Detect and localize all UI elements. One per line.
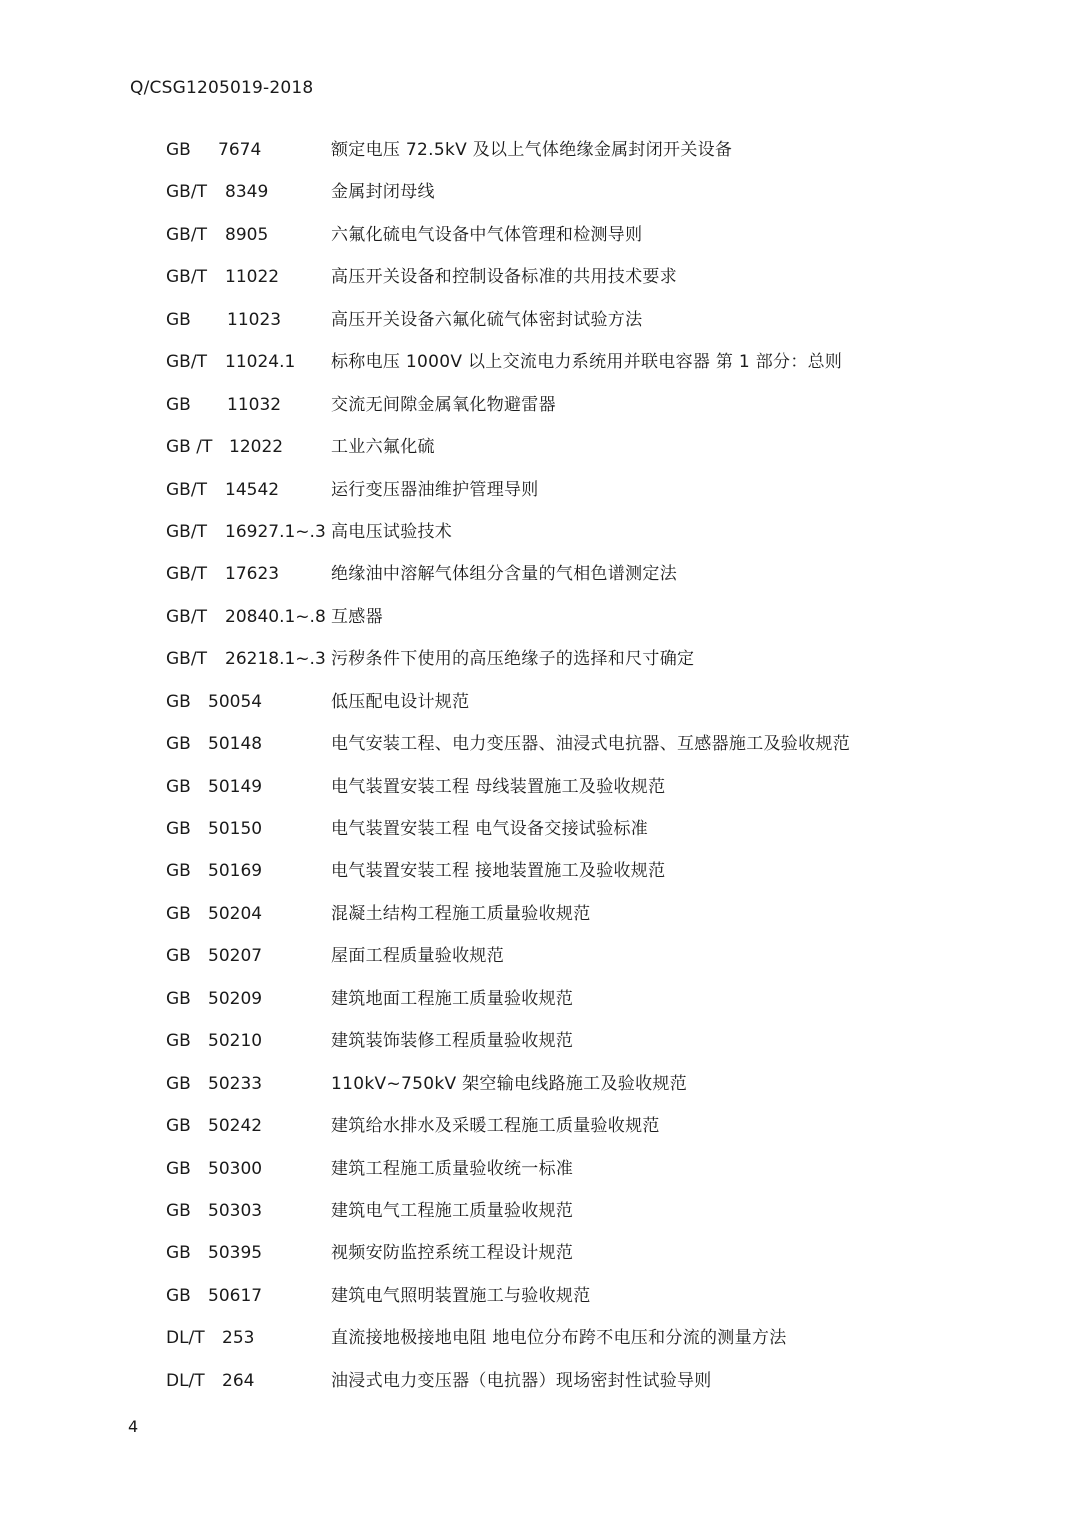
reference-row	[0, 978, 1080, 1020]
standard-prefix: GB	[166, 1158, 191, 1179]
standard-prefix: GB/T	[166, 479, 207, 500]
standard-title: 建筑地面工程施工质量验收规范	[331, 988, 574, 1009]
standard-prefix: GB	[166, 819, 191, 839]
standard-title: 屋面工程质量验收规范	[331, 946, 504, 967]
standard-prefix: GB /T	[166, 437, 213, 458]
standard-prefix: GB	[166, 140, 191, 160]
reference-row	[0, 681, 1080, 723]
reference-row	[0, 1148, 1080, 1190]
reference-row	[0, 1232, 1080, 1274]
standard-number: 50150	[208, 819, 263, 839]
reference-row	[0, 766, 1080, 808]
standard-prefix: DL/T	[166, 1370, 205, 1391]
standard-title: 电气装置安装工程 电气设备交接试验标准	[331, 819, 649, 839]
standard-prefix: GB/T	[166, 352, 207, 373]
standard-title: 建筑工程施工质量验收统一标准	[331, 1158, 574, 1179]
standard-number: 50054	[208, 691, 263, 712]
reference-row	[0, 723, 1080, 765]
reference-row	[0, 893, 1080, 935]
standard-number: 264	[222, 1370, 255, 1391]
standard-prefix: GB	[166, 988, 191, 1009]
standard-title: 110kV~750kV 架空输电线路施工及验收规范	[331, 1073, 687, 1094]
standard-title: 绝缘油中溶解气体组分含量的气相色谱测定法	[331, 564, 677, 585]
standard-prefix: GB	[166, 1031, 191, 1052]
standard-number: 50209	[208, 988, 263, 1009]
standard-prefix: GB	[166, 394, 191, 415]
reference-row	[0, 1275, 1080, 1317]
standard-number: 7674	[218, 140, 262, 160]
standard-number: 50210	[208, 1031, 263, 1052]
standard-number: 16927.1~.3	[225, 521, 326, 542]
standard-title: 运行变压器油维护管理导则	[331, 479, 539, 500]
standard-number: 50233	[208, 1073, 263, 1094]
standard-title: 视频安防监控系统工程设计规范	[331, 1243, 574, 1264]
standard-prefix: GB/T	[166, 649, 207, 670]
reference-row	[0, 935, 1080, 977]
standard-prefix: GB/T	[166, 267, 207, 288]
standard-number: 50207	[208, 946, 263, 967]
standard-title: 标称电压 1000V 以上交流电力系统用并联电容器 第 1 部分：总则	[331, 352, 843, 373]
standard-title: 建筑电气工程施工质量验收规范	[331, 1200, 574, 1221]
standard-prefix: GB	[166, 1200, 191, 1221]
standard-number: 17623	[225, 564, 280, 585]
reference-row	[0, 1317, 1080, 1359]
standard-prefix: GB	[166, 1116, 191, 1137]
standard-number: 50149	[208, 776, 263, 797]
reference-row	[0, 469, 1080, 511]
standard-number: 50148	[208, 734, 263, 755]
standard-title: 建筑电气照明装置施工与验收规范	[331, 1285, 591, 1306]
reference-row	[0, 553, 1080, 595]
standard-title: 高压开关设备和控制设备标准的共用技术要求	[331, 267, 677, 288]
standard-number: 11032	[227, 394, 282, 415]
standard-number: 50300	[208, 1158, 263, 1179]
standard-title: 污秽条件下使用的高压绝缘子的选择和尺寸确定	[331, 649, 695, 670]
standard-prefix: GB	[166, 1285, 191, 1306]
reference-row	[0, 426, 1080, 468]
reference-row	[0, 638, 1080, 680]
standard-number: 14542	[225, 479, 280, 500]
standard-prefix: GB	[166, 1073, 191, 1094]
standard-number: 12022	[229, 437, 284, 458]
standard-title: 混凝土结构工程施工质量验收规范	[331, 903, 591, 924]
standard-number: 11022	[225, 267, 280, 288]
standard-number: 253	[222, 1328, 255, 1349]
reference-row	[0, 1063, 1080, 1105]
standard-title: 高压开关设备六氟化硫气体密封试验方法	[331, 309, 643, 330]
standard-number: 11023	[227, 309, 282, 330]
reference-row	[0, 341, 1080, 383]
reference-row	[0, 299, 1080, 341]
normative-reference-list	[0, 129, 1080, 1402]
reference-row	[0, 384, 1080, 426]
standard-title: 交流无间隙金属氧化物避雷器	[331, 394, 556, 415]
standard-title: 额定电压 72.5kV 及以上气体绝缘金属封闭开关设备	[331, 140, 733, 160]
standard-prefix: GB	[166, 734, 191, 755]
standard-prefix: GB	[166, 861, 191, 882]
page-number: 4	[128, 1417, 139, 1436]
standard-title: 低压配电设计规范	[331, 691, 470, 712]
standard-title: 直流接地极接地电阻 地电位分布跨不电压和分流的测量方法	[331, 1328, 787, 1349]
standard-number: 50242	[208, 1116, 263, 1137]
standard-prefix: DL/T	[166, 1328, 205, 1349]
reference-row	[0, 256, 1080, 298]
reference-row	[0, 596, 1080, 638]
standard-title: 建筑给水排水及采暖工程施工质量验收规范	[331, 1116, 660, 1137]
standard-number: 50204	[208, 903, 263, 924]
standard-number: 8905	[225, 224, 269, 245]
reference-row	[0, 511, 1080, 553]
standard-number: 50617	[208, 1285, 263, 1306]
standard-number: 11024.1	[225, 352, 296, 373]
standard-title: 高电压试验技术	[331, 521, 453, 542]
reference-row	[0, 214, 1080, 256]
standard-prefix: GB	[166, 1243, 191, 1264]
document-code: Q/CSG1205019-2018	[130, 78, 314, 98]
standard-prefix: GB/T	[166, 606, 207, 627]
standard-title: 油浸式电力变压器（电抗器）现场密封性试验导则	[331, 1370, 712, 1391]
standard-prefix: GB	[166, 691, 191, 712]
reference-row	[0, 1105, 1080, 1147]
standard-prefix: GB/T	[166, 521, 207, 542]
reference-row	[0, 850, 1080, 892]
standard-title: 金属封闭母线	[331, 182, 435, 203]
standard-number: 50303	[208, 1200, 263, 1221]
standard-title: 工业六氟化硫	[331, 437, 435, 458]
standard-prefix: GB	[166, 776, 191, 797]
reference-row	[0, 129, 1080, 171]
standard-prefix: GB	[166, 309, 191, 330]
standard-title: 电气安装工程、电力变压器、油浸式电抗器、互感器施工及验收规范	[331, 734, 850, 755]
reference-row	[0, 1190, 1080, 1232]
standard-number: 8349	[225, 182, 269, 203]
standard-prefix: GB	[166, 946, 191, 967]
standard-title: 六氟化硫电气设备中气体管理和检测导则	[331, 224, 643, 245]
standard-number: 50169	[208, 861, 263, 882]
standard-number: 26218.1~.3	[225, 649, 326, 670]
standard-number: 20840.1~.8	[225, 606, 326, 627]
reference-row	[0, 1020, 1080, 1062]
standard-prefix: GB/T	[166, 182, 207, 203]
standard-title: 建筑装饰装修工程质量验收规范	[331, 1031, 574, 1052]
standard-title: 互感器	[331, 606, 383, 627]
standard-title: 电气装置安装工程 母线装置施工及验收规范	[331, 776, 666, 797]
reference-row	[0, 808, 1080, 850]
reference-row	[0, 171, 1080, 213]
standard-prefix: GB	[166, 903, 191, 924]
standard-number: 50395	[208, 1243, 263, 1264]
standard-prefix: GB/T	[166, 564, 207, 585]
standard-prefix: GB/T	[166, 224, 207, 245]
reference-row	[0, 1360, 1080, 1402]
standard-title: 电气装置安装工程 接地装置施工及验收规范	[331, 861, 666, 882]
